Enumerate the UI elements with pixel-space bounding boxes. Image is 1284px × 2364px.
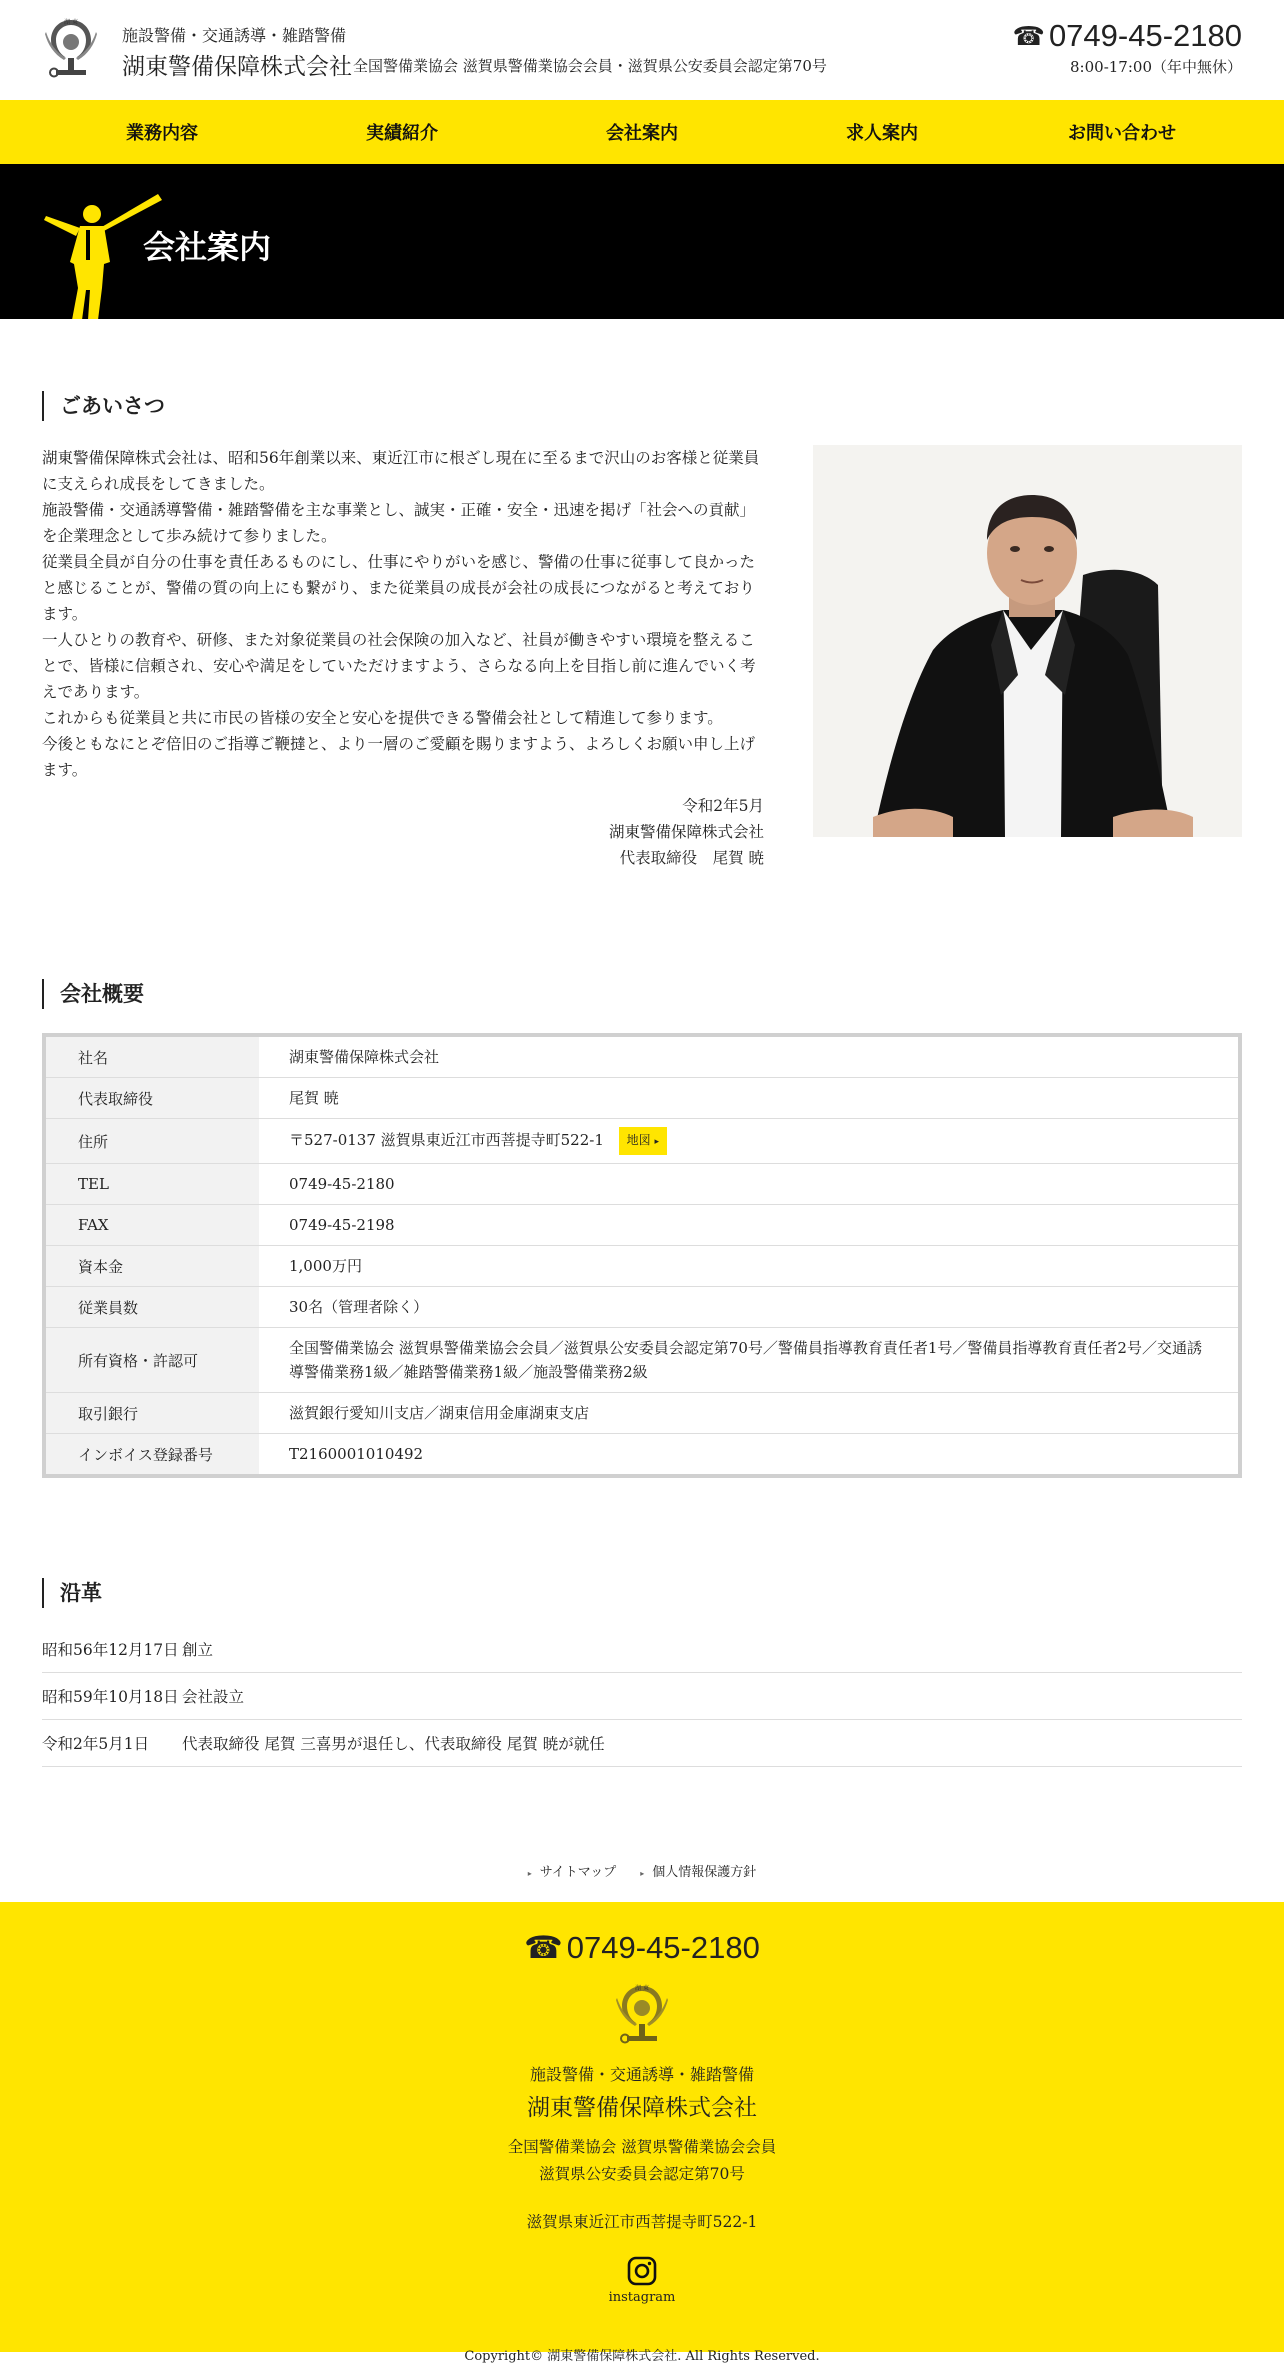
row-value: 0749-45-2180: [259, 1164, 1238, 1205]
privacy-policy-link-label: 個人情報保護方針: [652, 1865, 757, 1880]
footer-logo-emblem-icon[interactable]: [613, 1980, 671, 2046]
history-event: 代表取締役 尾賀 三喜男が退任し、代表取締役 尾賀 暁が就任: [182, 1735, 605, 1753]
greeting-text: [42, 445, 764, 783]
footer-membership: [0, 2134, 1284, 2188]
sitemap-link[interactable]: [528, 1861, 617, 1902]
history-event: 会社設立: [182, 1688, 245, 1706]
svg-text:湖 東: 湖 東: [635, 1985, 649, 1992]
history-section: [0, 1578, 1284, 1767]
greeting-section: [0, 391, 1284, 911]
footer-member-line: 滋賀県公安委員会認定第70号: [539, 2165, 745, 2183]
row-label: 所有資格・許認可: [46, 1328, 259, 1393]
history-list: [42, 1626, 1242, 1767]
site-footer: [0, 1902, 1284, 2364]
company-overview-section: [0, 979, 1284, 1478]
row-value: 湖東警備保障株式会社: [259, 1037, 1238, 1078]
row-value: 全国警備業協会 滋賀県警備業協会会員／滋賀県公安委員会認定第70号／警備員指導教育責任者1号／警備員指導教育責任者2号／交通誘導警備業務1級／雑踏警備業務1級／施設警備業務2級: [259, 1328, 1238, 1393]
instagram-label[interactable]: instagram: [608, 2290, 676, 2305]
arrow-right-icon: ▸: [527, 1869, 532, 1878]
row-value: 1,000万円: [259, 1246, 1238, 1287]
list-item: [42, 1626, 1242, 1673]
history-date: 昭和59年10月18日: [42, 1688, 179, 1706]
address-text: 〒527-0137 滋賀県東近江市西菩提寺町522-1: [289, 1131, 604, 1149]
row-value: 尾賀 暁: [259, 1078, 1238, 1119]
footer-phone-number[interactable]: 0749-45-2180: [566, 1930, 760, 1965]
nav-item-results[interactable]: 実績紹介: [366, 123, 438, 144]
greeting-paragraph: 従業員全員が自分の仕事を責任あるものにし、仕事にやりがいを感じ、警備の仕事に従事して良かったと感じることが、警備の質の向上にも繋がり、また従業員の成長が会社の成長につながると考えております。: [42, 553, 756, 623]
phone-icon: ☎: [1012, 20, 1045, 51]
list-item: [42, 1720, 1242, 1767]
row-label: 社名: [46, 1037, 259, 1078]
brand-name[interactable]: 湖東警備保障株式会社: [122, 54, 352, 80]
instagram-icon[interactable]: [627, 2256, 657, 2286]
history-event: 創立: [182, 1641, 214, 1659]
row-label: 取引銀行: [46, 1393, 259, 1434]
row-value-address: [259, 1119, 1238, 1164]
overview-heading: 会社概要: [42, 979, 1284, 1009]
row-label: TEL: [46, 1164, 259, 1205]
greeting-paragraph: これからも従業員と共に市民の皆様の安全と安心を提供できる警備会社として精進して参ります。: [42, 709, 723, 727]
header-phone-number[interactable]: 0749-45-2180: [1048, 18, 1242, 53]
row-value: T2160001010492: [289, 1445, 424, 1463]
greeting-paragraph: 湖東警備保障株式会社は、昭和56年創業以来、東近江市に根ざし現在に至るまで沢山のお客様と従業員に支えられ成長をしてきました。: [42, 449, 760, 493]
president-photo: [813, 445, 1242, 837]
company-logo-emblem-icon[interactable]: [42, 14, 100, 80]
greeting-date: 令和2年5月: [682, 797, 764, 815]
page-title: 会社案内: [143, 228, 272, 266]
table-row: [46, 1078, 1238, 1119]
president-portrait-icon: [813, 445, 1242, 837]
footer-company-name: 湖東警備保障株式会社: [527, 2095, 757, 2121]
sitemap-link-label: サイトマップ: [539, 1865, 617, 1880]
table-row: [46, 1164, 1238, 1205]
arrow-right-icon: ▸: [640, 1869, 645, 1878]
list-item: [42, 1673, 1242, 1720]
arrow-right-icon: ▸: [654, 1137, 660, 1147]
copyright: Copyright© 湖東警備保障株式会社. All Rights Reserved.: [464, 2349, 820, 2364]
header-phone[interactable]: [1013, 18, 1242, 54]
greeting-paragraph: 今後ともなにとぞ倍旧のご指導ご鞭撻と、より一層のご愛顧を賜りますよう、よろしくお願い申し上げます。: [42, 735, 756, 779]
table-row: [46, 1393, 1238, 1434]
table-row: [46, 1328, 1238, 1393]
brand-membership: 全国警備業協会 滋賀県警備業協会会員・滋賀県公安委員会認定第70号: [353, 57, 827, 75]
table-row: [46, 1037, 1238, 1078]
page-hero: [0, 164, 1284, 319]
row-label: 代表取締役: [46, 1078, 259, 1119]
map-button[interactable]: [619, 1127, 667, 1155]
table-row: [46, 1287, 1238, 1328]
row-label: 従業員数: [46, 1287, 259, 1328]
greeting-signature: [42, 793, 764, 871]
greeting-sign-person: 代表取締役 尾賀 暁: [619, 849, 764, 867]
table-row: [46, 1119, 1238, 1164]
footer-member-line: 全国警備業協会 滋賀県警備業協会会員: [507, 2138, 777, 2156]
map-button-label: 地図: [626, 1133, 651, 1147]
row-value: 0749-45-2198: [259, 1205, 1238, 1246]
overview-table: [46, 1037, 1238, 1474]
footer-address: 滋賀県東近江市西菩提寺町522-1: [526, 2213, 758, 2231]
row-label: 住所: [46, 1119, 259, 1164]
row-label: インボイス登録番号: [46, 1434, 259, 1475]
row-label: 資本金: [46, 1246, 259, 1287]
nav-item-services[interactable]: 業務内容: [126, 123, 198, 144]
site-header: [0, 0, 1284, 100]
greeting-heading: ごあいさつ: [42, 391, 1284, 421]
footer-phone[interactable]: [0, 1930, 1284, 1966]
greeting-paragraph: 一人ひとりの教育や、研修、また対象従業員の社会保険の加入など、社員が働きやすい環境を整えることで、皆様に信頼され、安心や満足をしていただけますよう、さらなる向上を目指し前に進んでいく考えであります。: [42, 631, 756, 701]
greeting-sign-company: 湖東警備保障株式会社: [608, 823, 764, 841]
svg-text:湖 東: 湖 東: [64, 19, 78, 26]
row-value: 30名（管理者除く）: [259, 1287, 1238, 1328]
privacy-policy-link[interactable]: [640, 1861, 756, 1902]
footer-tagline: 施設警備・交通誘導・雑踏警備: [529, 2065, 754, 2084]
history-date: 令和2年5月1日: [42, 1735, 150, 1753]
history-date: 昭和56年12月17日: [42, 1641, 179, 1659]
row-label: FAX: [46, 1205, 259, 1246]
table-row: [46, 1246, 1238, 1287]
history-heading: 沿革: [42, 1578, 1284, 1608]
footer-links: [0, 1861, 1284, 1902]
phone-icon: ☎: [524, 1930, 563, 1965]
overview-table-frame: [42, 1033, 1242, 1478]
brand-tagline: 施設警備・交通誘導・雑踏警備: [122, 26, 347, 45]
table-row: [46, 1205, 1238, 1246]
header-business-hours: 8:00-17:00（年中無休）: [1070, 58, 1242, 76]
nav-item-recruit[interactable]: 求人案内: [846, 123, 918, 144]
nav-item-company[interactable]: 会社案内: [606, 123, 678, 144]
nav-item-contact[interactable]: お問い合わせ: [1068, 123, 1176, 144]
row-value: 滋賀銀行愛知川支店／湖東信用金庫湖東支店: [259, 1393, 1238, 1434]
table-row: [46, 1434, 1238, 1475]
global-nav: [0, 100, 1284, 164]
greeting-paragraph: 施設警備・交通誘導警備・雑踏警備を主な事業とし、誠実・正確・安全・迅速を掲げ「社会への貢献」を企業理念として歩み続けて参りました。: [42, 501, 756, 545]
